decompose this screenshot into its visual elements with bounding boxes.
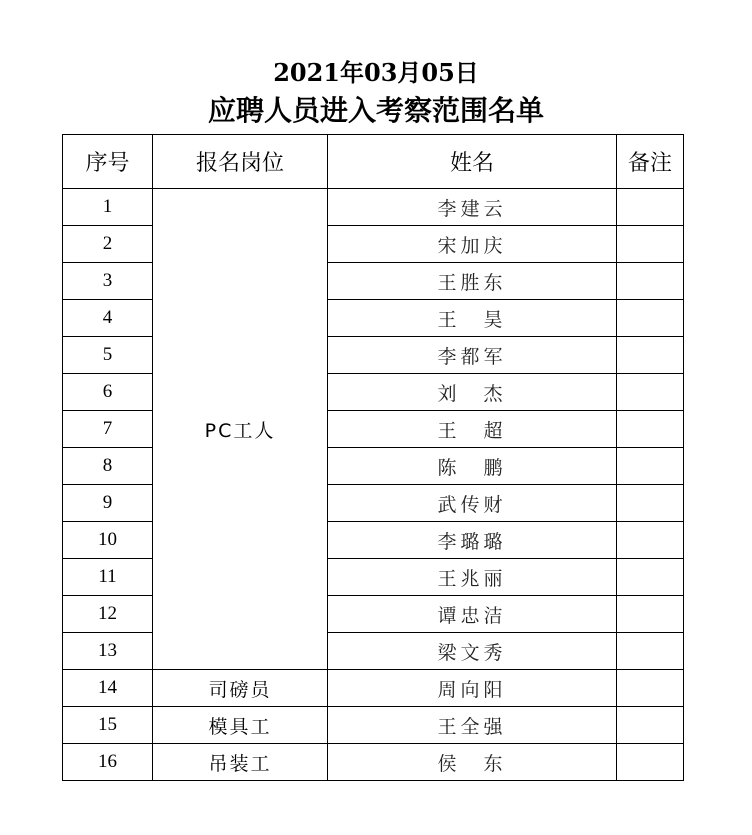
row-name: 李建云 — [328, 189, 617, 226]
row-note — [617, 189, 684, 226]
row-name: 侯 东 — [328, 744, 617, 781]
row-name: 宋加庆 — [328, 226, 617, 263]
row-name: 王胜东 — [328, 263, 617, 300]
row-name: 谭忠洁 — [328, 596, 617, 633]
row-name: 刘 杰 — [328, 374, 617, 411]
row-name: 王兆丽 — [328, 559, 617, 596]
row-seq: 12 — [63, 596, 153, 633]
row-name: 王 昊 — [328, 300, 617, 337]
row-note — [617, 411, 684, 448]
row-seq: 1 — [63, 189, 153, 226]
column-header-name: 姓名 — [328, 135, 617, 189]
row-seq: 7 — [63, 411, 153, 448]
row-name: 王 超 — [328, 411, 617, 448]
row-position: PC工人 — [153, 189, 328, 670]
table-row — [63, 670, 684, 707]
candidate-table — [62, 134, 684, 781]
row-note — [617, 633, 684, 670]
row-note — [617, 226, 684, 263]
row-seq: 13 — [63, 633, 153, 670]
row-note — [617, 670, 684, 707]
column-header-note: 备注 — [617, 135, 684, 189]
row-seq: 2 — [63, 226, 153, 263]
row-note — [617, 448, 684, 485]
row-note — [617, 522, 684, 559]
row-note — [617, 374, 684, 411]
row-name: 周向阳 — [328, 670, 617, 707]
table-row — [63, 189, 684, 226]
row-name: 李都军 — [328, 337, 617, 374]
row-note — [617, 263, 684, 300]
row-note — [617, 337, 684, 374]
row-note — [617, 300, 684, 337]
column-header-position: 报名岗位 — [153, 135, 328, 189]
row-name: 陈 鹏 — [328, 448, 617, 485]
row-seq: 10 — [63, 522, 153, 559]
row-position: 吊装工 — [153, 744, 328, 781]
row-name: 武传财 — [328, 485, 617, 522]
row-name: 梁文秀 — [328, 633, 617, 670]
table-row — [63, 744, 684, 781]
document-title: 应聘人员进入考察范围名单 — [207, 94, 544, 127]
row-seq: 5 — [63, 337, 153, 374]
row-seq: 8 — [63, 448, 153, 485]
table-row — [63, 707, 684, 744]
row-position: 模具工 — [153, 707, 328, 744]
row-seq: 14 — [63, 670, 153, 707]
row-position: 司磅员 — [153, 670, 328, 707]
row-seq: 4 — [63, 300, 153, 337]
row-seq: 3 — [63, 263, 153, 300]
row-name: 李璐璐 — [328, 522, 617, 559]
row-note — [617, 559, 684, 596]
row-seq: 9 — [63, 485, 153, 522]
document-date: 2021年03月05日 — [273, 58, 479, 87]
row-note — [617, 744, 684, 781]
row-note — [617, 485, 684, 522]
column-header-seq: 序号 — [63, 135, 153, 189]
table-header-row — [63, 135, 684, 189]
row-seq: 6 — [63, 374, 153, 411]
row-note — [617, 596, 684, 633]
row-seq: 11 — [63, 559, 153, 596]
row-note — [617, 707, 684, 744]
row-name: 王全强 — [328, 707, 617, 744]
row-seq: 15 — [63, 707, 153, 744]
row-seq: 16 — [63, 744, 153, 781]
